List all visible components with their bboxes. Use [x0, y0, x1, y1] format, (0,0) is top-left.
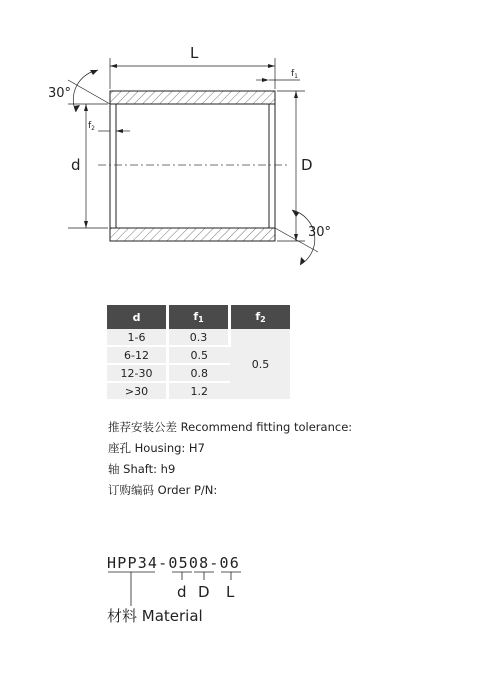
- code-label-d: d: [177, 583, 187, 601]
- fitting-notes: [108, 417, 352, 501]
- order-code-legend: [0, 570, 500, 610]
- cell-d: 12-30: [107, 364, 168, 382]
- order-note: 订购编码 Order P/N:: [108, 483, 218, 497]
- bottom-wall-section: [110, 228, 275, 241]
- code-label-L: L: [226, 583, 235, 601]
- angle-left: 30°: [48, 86, 72, 101]
- label-d: d: [71, 156, 81, 174]
- cell-d: 6-12: [107, 346, 168, 364]
- header-f2: $f_2$: [230, 305, 291, 329]
- material-label: 材料 Material: [107, 607, 203, 625]
- bushing-drawing: [0, 0, 500, 300]
- housing-note: 座孔 Housing: H7: [108, 441, 205, 455]
- header-d: d: [107, 305, 168, 329]
- chamfer-table: [107, 305, 290, 401]
- label-L: L: [190, 44, 199, 62]
- cell-f1: 0.8: [168, 364, 230, 382]
- tolerance-note: 推荐安装公差 Recommend fitting tolerance:: [108, 420, 353, 434]
- top-wall-section: [110, 91, 275, 104]
- label-f2: $f_2$: [88, 121, 95, 132]
- cell-f1: 1.2: [168, 382, 230, 400]
- code-label-D: D: [198, 583, 210, 601]
- label-f1: $f_1$: [291, 69, 298, 80]
- cell-d: 1-6: [107, 329, 168, 346]
- cell-d: >30: [107, 382, 168, 400]
- order-code: HPP34-0508-06: [107, 554, 240, 572]
- angle-right: 30°: [308, 225, 332, 240]
- label-D: D: [301, 156, 313, 174]
- table-row: [107, 329, 290, 346]
- header-f1: $f_1$: [168, 305, 230, 329]
- cell-f1: 0.5: [168, 346, 230, 364]
- cell-f1: 0.3: [168, 329, 230, 346]
- cell-f2: 0.5: [230, 329, 291, 400]
- shaft-note: 轴 Shaft: h9: [108, 462, 176, 476]
